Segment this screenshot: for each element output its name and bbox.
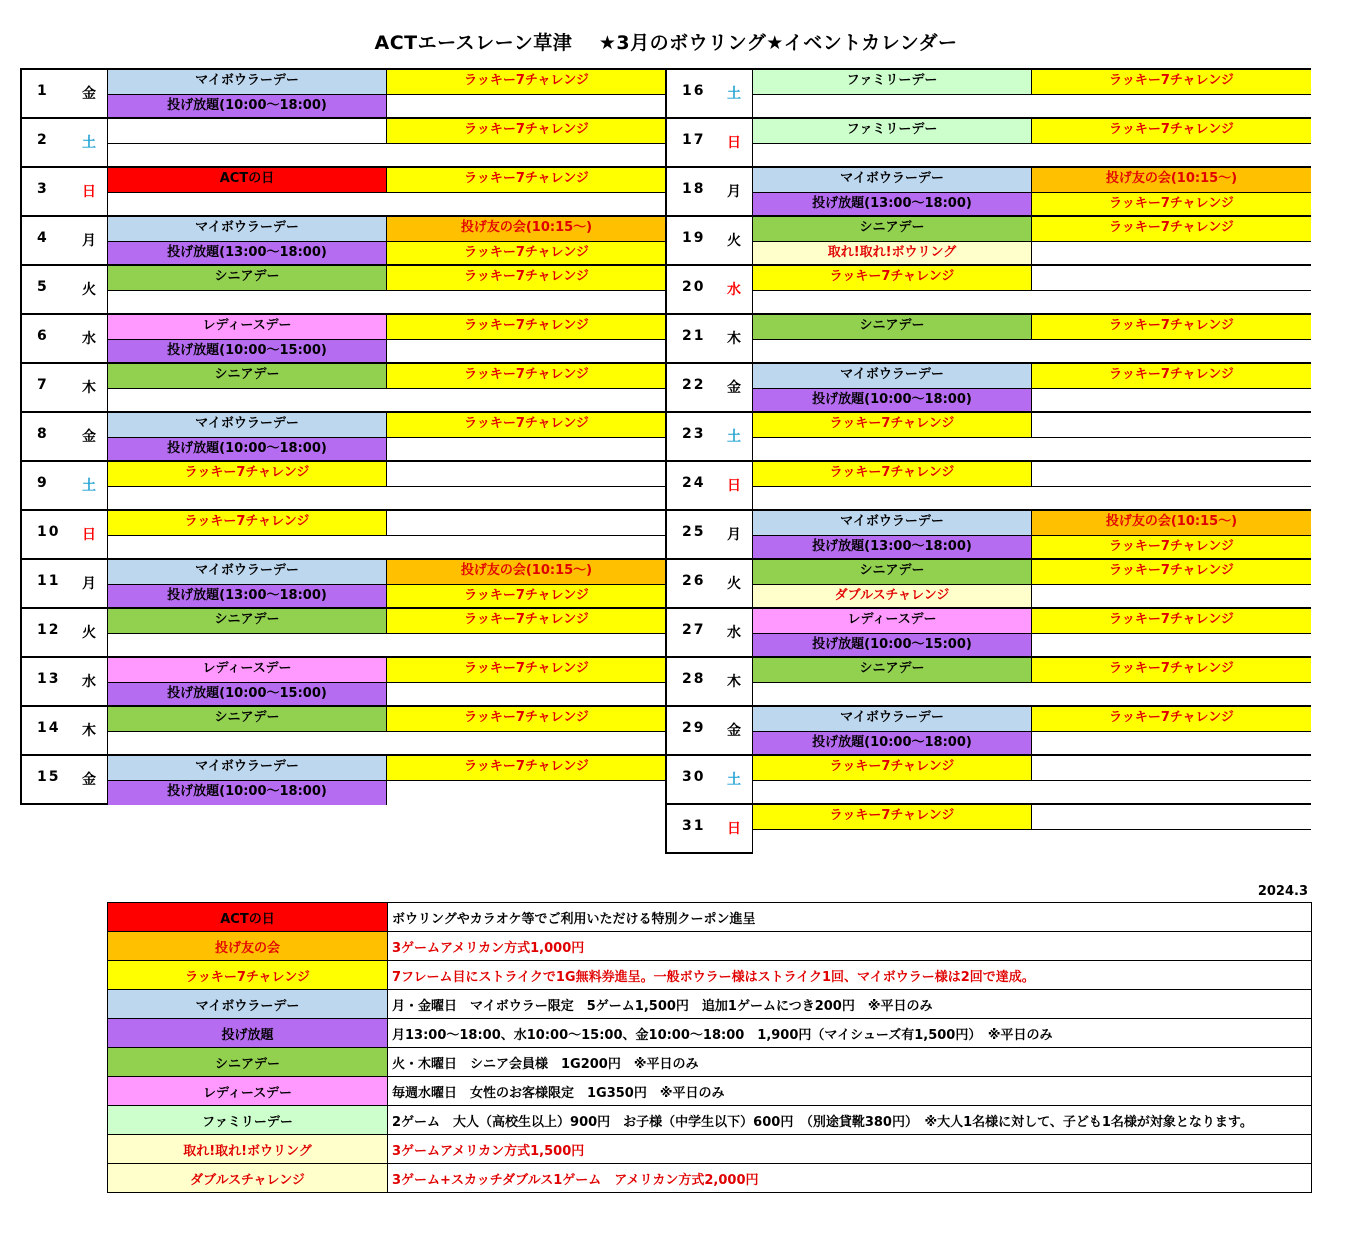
- calendar-day: [665, 460, 1311, 511]
- legend-row: [108, 1048, 1312, 1077]
- legend-key-lucky7: ラッキー7チャレンジ: [108, 961, 388, 990]
- empty-event-cell: [108, 732, 666, 756]
- calendar-day: [665, 705, 1311, 756]
- empty-event-cell: [387, 95, 666, 119]
- empty-event-cell: [1032, 462, 1311, 487]
- day-number: 28: [682, 671, 706, 687]
- event-nagehodai: 投げ放題(13:00～18:00): [753, 536, 1032, 560]
- day-number: 3: [37, 181, 49, 197]
- empty-event-cell: [753, 830, 1311, 854]
- empty-event-cell: [753, 438, 1311, 462]
- event-nagehodai: 投げ放題(10:00～15:00): [753, 634, 1032, 658]
- legend-description: 火・木曜日 シニア会員様 1G200円 ※平日のみ: [388, 1048, 1312, 1077]
- day-number: 15: [37, 769, 61, 785]
- empty-event-cell: [1032, 805, 1311, 830]
- day-number: 20: [682, 279, 706, 295]
- event-nagehodai: 投げ放題(10:00～18:00): [753, 389, 1032, 413]
- calendar-day: [665, 754, 1311, 805]
- day-number: 27: [682, 622, 706, 638]
- legend-key-ladies: レディースデー: [108, 1077, 388, 1106]
- legend-key-nagetomo: 投げ友の会: [108, 932, 388, 961]
- weekday-label: 火: [727, 576, 741, 592]
- weekday-label: 土: [727, 772, 741, 788]
- day-number: 19: [682, 230, 706, 246]
- weekday-label: 日: [82, 527, 96, 543]
- event-ladies: レディースデー: [753, 609, 1032, 634]
- event-tore: 取れ!取れ!ボウリング: [753, 242, 1032, 266]
- event-mybowler: マイボウラーデー: [753, 168, 1032, 193]
- day-number: 18: [682, 181, 706, 197]
- event-nagehodai: 投げ放題(13:00～18:00): [753, 193, 1032, 217]
- calendar-day: [665, 68, 1311, 119]
- empty-event-cell: [1032, 634, 1311, 658]
- empty-event-cell: [108, 536, 666, 560]
- weekday-label: 木: [82, 380, 96, 396]
- day-number: 25: [682, 524, 706, 540]
- event-senior: シニアデー: [753, 315, 1032, 340]
- empty-event-cell: [1032, 732, 1311, 756]
- empty-event-cell: [387, 340, 666, 364]
- event-senior: シニアデー: [108, 364, 387, 389]
- page-title: ACTエースレーン草津 ★3月のボウリング★イベントカレンダー: [374, 32, 958, 54]
- legend-key-mybowler: マイボウラーデー: [108, 990, 388, 1019]
- calendar-day: [20, 166, 666, 217]
- day-number: 2: [37, 132, 49, 148]
- empty-event-cell: [387, 462, 666, 487]
- event-senior: シニアデー: [753, 217, 1032, 242]
- event-lucky7: ラッキー7チャレンジ: [108, 511, 387, 536]
- legend-row: [108, 961, 1312, 990]
- legend-row: [108, 1135, 1312, 1164]
- empty-event-cell: [753, 781, 1311, 805]
- calendar-day: [20, 754, 666, 805]
- empty-event-cell: [108, 389, 666, 413]
- legend-description: 3ゲームアメリカン方式1,500円: [388, 1135, 1312, 1164]
- day-number: 14: [37, 720, 61, 736]
- day-number: 5: [37, 279, 49, 295]
- legend-description: ボウリングやカラオケ等でご利用いただける特別クーポン進呈: [388, 903, 1312, 932]
- day-number: 17: [682, 132, 706, 148]
- legend-description: 3ゲーム+スカッチダブルス1ゲーム アメリカン方式2,000円: [388, 1164, 1312, 1193]
- event-lucky7: ラッキー7チャレンジ: [1032, 217, 1311, 242]
- calendar-day: [665, 117, 1311, 168]
- calendar-day: [20, 705, 666, 756]
- empty-event-cell: [108, 193, 666, 217]
- calendar-day: [665, 264, 1311, 315]
- calendar-day: [20, 509, 666, 560]
- day-number: 26: [682, 573, 706, 589]
- weekday-label: 日: [82, 184, 96, 200]
- event-lucky7: ラッキー7チャレンジ: [387, 756, 666, 781]
- event-lucky7: ラッキー7チャレンジ: [1032, 560, 1311, 585]
- event-nagehodai: 投げ放題(13:00～18:00): [108, 585, 387, 609]
- event-lucky7: ラッキー7チャレンジ: [753, 266, 1032, 291]
- calendar-day: [20, 607, 666, 658]
- legend-row: [108, 1106, 1312, 1135]
- legend-table: [107, 902, 1312, 1193]
- weekday-label: 金: [82, 86, 96, 102]
- legend-row: [108, 932, 1312, 961]
- event-nagetomo: 投げ友の会(10:15～): [1032, 168, 1311, 193]
- weekday-label: 月: [82, 576, 96, 592]
- calendar-day: [665, 607, 1311, 658]
- day-number: 1: [37, 83, 49, 99]
- weekday-label: 月: [727, 184, 741, 200]
- calendar-day: [665, 362, 1311, 413]
- event-lucky7: ラッキー7チャレンジ: [753, 462, 1032, 487]
- event-nagetomo: 投げ友の会(10:15～): [1032, 511, 1311, 536]
- legend-key-family: ファミリーデー: [108, 1106, 388, 1135]
- event-lucky7: ラッキー7チャレンジ: [753, 805, 1032, 830]
- weekday-label: 火: [727, 233, 741, 249]
- calendar-day: [665, 166, 1311, 217]
- event-doubles: ダブルスチャレンジ: [753, 585, 1032, 609]
- event-nagetomo: 投げ友の会(10:15～): [387, 217, 666, 242]
- empty-event-cell: [1032, 413, 1311, 438]
- weekday-label: 水: [727, 625, 741, 641]
- legend-description: 月・金曜日 マイボウラー限定 5ゲーム1,500円 追加1ゲームにつき200円 ※平日のみ: [388, 990, 1312, 1019]
- calendar-day: [665, 803, 1311, 854]
- empty-event-cell: [108, 487, 666, 511]
- day-number: 4: [37, 230, 49, 246]
- event-lucky7: ラッキー7チャレンジ: [1032, 609, 1311, 634]
- event-lucky7: ラッキー7チャレンジ: [1032, 658, 1311, 683]
- event-lucky7: ラッキー7チャレンジ: [387, 315, 666, 340]
- event-ladies: レディースデー: [108, 315, 387, 340]
- legend-description: 3ゲームアメリカン方式1,000円: [388, 932, 1312, 961]
- event-lucky7: ラッキー7チャレンジ: [108, 462, 387, 487]
- event-mybowler: マイボウラーデー: [108, 560, 387, 585]
- event-mybowler: マイボウラーデー: [108, 413, 387, 438]
- event-nagehodai: 投げ放題(10:00～15:00): [108, 683, 387, 707]
- empty-event-cell: [1032, 585, 1311, 609]
- weekday-label: 金: [82, 429, 96, 445]
- empty-event-cell: [108, 291, 666, 315]
- legend-key-tore: 取れ!取れ!ボウリング: [108, 1135, 388, 1164]
- event-senior: シニアデー: [108, 707, 387, 732]
- event-mybowler: マイボウラーデー: [108, 756, 387, 781]
- day-number: 22: [682, 377, 706, 393]
- empty-event-cell: [753, 291, 1311, 315]
- calendar-day: [20, 264, 666, 315]
- event-lucky7: ラッキー7チャレンジ: [387, 266, 666, 291]
- event-lucky7: ラッキー7チャレンジ: [753, 756, 1032, 781]
- calendar-day: [20, 68, 666, 119]
- event-mybowler: マイボウラーデー: [753, 707, 1032, 732]
- day-number: 24: [682, 475, 706, 491]
- empty-event-cell: [753, 487, 1311, 511]
- event-lucky7: ラッキー7チャレンジ: [387, 70, 666, 95]
- weekday-label: 水: [82, 674, 96, 690]
- day-number: 13: [37, 671, 61, 687]
- calendar-right-column: [665, 68, 1311, 854]
- event-lucky7: ラッキー7チャレンジ: [387, 658, 666, 683]
- weekday-label: 日: [727, 135, 741, 151]
- calendar-day: [20, 656, 666, 707]
- weekday-label: 土: [82, 478, 96, 494]
- event-lucky7: ラッキー7チャレンジ: [1032, 536, 1311, 560]
- event-lucky7: ラッキー7チャレンジ: [387, 413, 666, 438]
- day-number: 16: [682, 83, 706, 99]
- legend-key-act: ACTの日: [108, 903, 388, 932]
- event-lucky7: ラッキー7チャレンジ: [1032, 193, 1311, 217]
- calendar-day: [20, 411, 666, 462]
- event-lucky7: ラッキー7チャレンジ: [387, 168, 666, 193]
- day-number: 11: [37, 573, 61, 589]
- legend-key-senior: シニアデー: [108, 1048, 388, 1077]
- empty-event-cell: [387, 438, 666, 462]
- day-number: 21: [682, 328, 706, 344]
- event-nagehodai: 投げ放題(10:00～18:00): [108, 438, 387, 462]
- calendar-day: [665, 558, 1311, 609]
- weekday-label: 木: [727, 674, 741, 690]
- event-mybowler: マイボウラーデー: [108, 70, 387, 95]
- empty-event-cell: [1032, 756, 1311, 781]
- legend-row: [108, 1019, 1312, 1048]
- calendar-day: [665, 411, 1311, 462]
- event-lucky7: ラッキー7チャレンジ: [387, 609, 666, 634]
- weekday-label: 水: [82, 331, 96, 347]
- event-senior: シニアデー: [753, 560, 1032, 585]
- event-lucky7: ラッキー7チャレンジ: [387, 707, 666, 732]
- legend-key-doubles: ダブルスチャレンジ: [108, 1164, 388, 1193]
- calendar-day: [20, 558, 666, 609]
- event-ladies: レディースデー: [108, 658, 387, 683]
- day-number: 8: [37, 426, 49, 442]
- calendar-day: [665, 509, 1311, 560]
- legend-row: [108, 903, 1312, 932]
- event-lucky7: ラッキー7チャレンジ: [1032, 364, 1311, 389]
- weekday-label: 土: [82, 135, 96, 151]
- empty-event-cell: [1032, 266, 1311, 291]
- legend-row: [108, 1164, 1312, 1193]
- event-nagehodai: 投げ放題(10:00～18:00): [108, 95, 387, 119]
- event-lucky7: ラッキー7チャレンジ: [387, 364, 666, 389]
- day-number: 31: [682, 818, 706, 834]
- calendar-day: [665, 313, 1311, 364]
- event-lucky7: ラッキー7チャレンジ: [1032, 119, 1311, 144]
- legend-row: [108, 990, 1312, 1019]
- weekday-label: 日: [727, 821, 741, 837]
- event-lucky7: ラッキー7チャレンジ: [1032, 707, 1311, 732]
- event-nagehodai: 投げ放題(10:00～15:00): [108, 340, 387, 364]
- empty-event-cell: [387, 511, 666, 536]
- legend-description: 月13:00～18:00、水10:00～15:00、金10:00～18:00 1,900円（マイシューズ有1,500円） ※平日のみ: [388, 1019, 1312, 1048]
- calendar-day: [20, 460, 666, 511]
- weekday-label: 金: [727, 723, 741, 739]
- day-number: 9: [37, 475, 49, 491]
- empty-event-cell: [108, 119, 387, 144]
- weekday-label: 土: [727, 86, 741, 102]
- empty-event-cell: [1032, 389, 1311, 413]
- event-senior: シニアデー: [753, 658, 1032, 683]
- event-lucky7: ラッキー7チャレンジ: [387, 585, 666, 609]
- event-lucky7: ラッキー7チャレンジ: [753, 413, 1032, 438]
- event-mybowler: マイボウラーデー: [753, 511, 1032, 536]
- day-number: 10: [37, 524, 61, 540]
- event-family: ファミリーデー: [753, 119, 1032, 144]
- weekday-label: 金: [82, 772, 96, 788]
- event-lucky7: ラッキー7チャレンジ: [387, 119, 666, 144]
- empty-event-cell: [753, 95, 1311, 119]
- calendar-day: [20, 117, 666, 168]
- weekday-label: 木: [82, 723, 96, 739]
- empty-event-cell: [753, 683, 1311, 707]
- empty-event-cell: [387, 781, 666, 805]
- empty-event-cell: [753, 340, 1311, 364]
- legend-row: [108, 1077, 1312, 1106]
- event-lucky7: ラッキー7チャレンジ: [1032, 70, 1311, 95]
- day-number: 12: [37, 622, 61, 638]
- legend-key-nagehodai: 投げ放題: [108, 1019, 388, 1048]
- weekday-label: 火: [82, 625, 96, 641]
- weekday-label: 月: [727, 527, 741, 543]
- day-number: 23: [682, 426, 706, 442]
- weekday-label: 月: [82, 233, 96, 249]
- weekday-label: 土: [727, 429, 741, 445]
- event-nagehodai: 投げ放題(10:00～18:00): [108, 781, 387, 805]
- day-number: 30: [682, 769, 706, 785]
- legend-description: 7フレーム目にストライクで1G無料券進呈。一般ボウラー様はストライク1回、マイボウラー様は2回で達成。: [388, 961, 1312, 990]
- event-mybowler: マイボウラーデー: [108, 217, 387, 242]
- weekday-label: 日: [727, 478, 741, 494]
- weekday-label: 木: [727, 331, 741, 347]
- empty-event-cell: [1032, 242, 1311, 266]
- empty-event-cell: [753, 144, 1311, 168]
- calendar-day: [20, 313, 666, 364]
- weekday-label: 火: [82, 282, 96, 298]
- empty-event-cell: [387, 683, 666, 707]
- day-number: 6: [37, 328, 49, 344]
- event-nagehodai: 投げ放題(10:00～18:00): [753, 732, 1032, 756]
- calendar-day: [665, 215, 1311, 266]
- event-family: ファミリーデー: [753, 70, 1032, 95]
- legend-description: 2ゲーム 大人（高校生以上）900円 お子様（中学生以下）600円 （別途貸靴380円） ※大人1名様に対して、子ども1名様が対象となります。: [388, 1106, 1312, 1135]
- empty-event-cell: [108, 634, 666, 658]
- empty-event-cell: [108, 144, 666, 168]
- day-number: 7: [37, 377, 49, 393]
- event-nagetomo: 投げ友の会(10:15～): [387, 560, 666, 585]
- event-senior: シニアデー: [108, 266, 387, 291]
- event-nagehodai: 投げ放題(13:00～18:00): [108, 242, 387, 266]
- event-lucky7: ラッキー7チャレンジ: [1032, 315, 1311, 340]
- version-label: 2024.3: [1257, 884, 1308, 899]
- day-number: 29: [682, 720, 706, 736]
- calendar-day: [665, 656, 1311, 707]
- calendar-day: [20, 215, 666, 266]
- event-act: ACTの日: [108, 168, 387, 193]
- legend-description: 毎週水曜日 女性のお客様限定 1G350円 ※平日のみ: [388, 1077, 1312, 1106]
- event-lucky7: ラッキー7チャレンジ: [387, 242, 666, 266]
- weekday-label: 金: [727, 380, 741, 396]
- weekday-label: 水: [727, 282, 741, 298]
- event-mybowler: マイボウラーデー: [753, 364, 1032, 389]
- event-senior: シニアデー: [108, 609, 387, 634]
- calendar-left-column: [20, 68, 666, 805]
- calendar-day: [20, 362, 666, 413]
